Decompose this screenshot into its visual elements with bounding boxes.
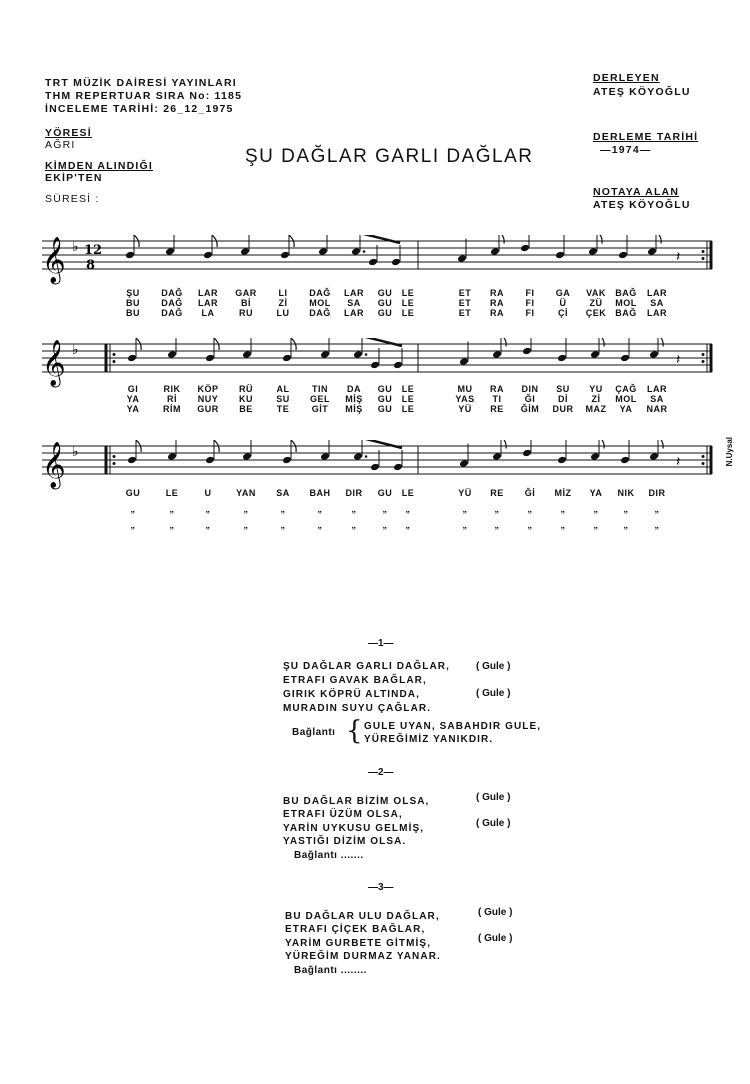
lyric-syllable: YA	[126, 404, 140, 414]
lyric-syllable: TE	[276, 404, 290, 414]
quarter-rest-icon: 𝄽	[676, 454, 681, 470]
lyric-syllable: „	[405, 520, 411, 530]
lyric-syllable: GU	[377, 298, 393, 308]
note-beam	[360, 235, 400, 243]
note-head	[492, 452, 502, 461]
lyric-syllable: „	[169, 504, 175, 514]
note-beam	[362, 440, 402, 448]
lyric-syllable: GU	[377, 384, 393, 394]
note-head	[370, 361, 380, 370]
verse-2-line-3: YARİN UYKUSU GELMİŞ,	[283, 823, 425, 834]
lyric-syllable: Ğİ	[524, 488, 536, 498]
note-head	[282, 354, 292, 363]
lyric-syllable: LAR	[198, 298, 218, 308]
lyric-syllable: DIR	[648, 488, 666, 498]
lyric-syllable: MU	[457, 384, 473, 394]
note-head	[242, 452, 252, 461]
lyric-syllable: RA	[490, 308, 504, 318]
lyric-syllable: LAR	[344, 308, 364, 318]
lyric-syllable: LAR	[647, 308, 667, 318]
note-flag	[597, 235, 602, 244]
region-value: AĞRI	[45, 139, 76, 151]
note-head	[649, 452, 659, 461]
lyric-syllable: YÜ	[458, 488, 472, 498]
repeat-dot	[702, 360, 705, 363]
note-head	[282, 456, 292, 465]
note-head	[320, 452, 330, 461]
lyric-syllable: „	[130, 504, 136, 514]
verse-1-line-1: ŞU DAĞLAR GARLI DAĞLAR,	[283, 661, 450, 672]
lyric-syllable: LU	[276, 308, 290, 318]
lyric-syllable: MİŞ	[345, 394, 363, 404]
lyric-syllable: RU	[239, 308, 253, 318]
lyric-syllable: NIK	[617, 488, 635, 498]
note-head	[205, 456, 215, 465]
lyric-syllable: SU	[276, 394, 290, 404]
lyric-syllable: RE	[490, 488, 504, 498]
lyric-syllable: ET	[458, 298, 472, 308]
lyric-syllable: „	[654, 520, 660, 530]
verse-2-line-2: ETRAFI ÜZÜM OLSA,	[283, 809, 403, 820]
note-flag	[599, 440, 604, 449]
lyric-syllable: „	[205, 504, 211, 514]
lyric-syllable: „	[623, 520, 629, 530]
note-head	[620, 456, 630, 465]
publisher-line: TRT MÜZİK DAİRESİ YAYINLARI	[45, 77, 237, 89]
note-beam	[362, 338, 402, 346]
lyric-syllable: SA	[276, 488, 290, 498]
lyric-syllable: YA	[619, 404, 633, 414]
note-flag	[499, 235, 504, 244]
lyric-syllable: FI	[525, 308, 535, 318]
verse-3-line-4: YÜREĞİM DURMAZ YANAR.	[285, 951, 441, 962]
lyric-syllable: „	[382, 520, 388, 530]
verse-2-number: —2—	[368, 767, 394, 778]
baglanti-label-2: Bağlantı .......	[294, 850, 364, 861]
note-head	[280, 251, 290, 260]
repeat-dot	[702, 257, 705, 260]
lyric-syllable: ÇAĞ	[615, 384, 637, 394]
note-head	[368, 258, 378, 267]
note-head	[590, 350, 600, 359]
lyric-syllable: GUR	[197, 404, 219, 414]
lyric-syllable: KU	[239, 394, 253, 404]
lyric-syllable: „	[654, 504, 660, 514]
lyric-syllable: Çİ	[558, 308, 568, 318]
lyric-syllable: RIK	[163, 384, 181, 394]
note-head	[588, 247, 598, 256]
lyric-syllable: LE	[401, 394, 415, 404]
baglanti-line-2: YÜREĞİMİZ YANIKDIR.	[364, 734, 494, 745]
dot	[365, 353, 368, 356]
lyric-syllable: GU	[377, 308, 393, 318]
lyric-syllable: YA	[126, 394, 140, 404]
note-head	[490, 247, 500, 256]
lyric-syllable: LE	[165, 488, 179, 498]
lyric-syllable: LE	[401, 298, 415, 308]
lyric-syllable: „	[280, 504, 286, 514]
time-signature-bottom: 8	[86, 258, 96, 273]
flat-sign-icon: ♭	[72, 342, 79, 358]
lyric-syllable: ĞI	[524, 394, 536, 404]
note-head	[203, 251, 213, 260]
lyric-syllable: LAR	[647, 288, 667, 298]
note-flag	[599, 338, 604, 347]
baglanti-label-3: Bağlantı ........	[294, 965, 367, 976]
repeat-dot	[702, 250, 705, 253]
lyric-syllable: MOL	[615, 394, 637, 404]
notation-label: NOTAYA ALAN	[593, 186, 680, 198]
lyric-syllable: YU	[589, 384, 603, 394]
lyric-syllable: SA	[650, 298, 664, 308]
lyric-syllable: GU	[125, 488, 141, 498]
lyric-syllable: KÖP	[197, 384, 219, 394]
lyric-syllable: RA	[490, 288, 504, 298]
lyric-syllable: GAR	[235, 288, 257, 298]
music-staff-3	[40, 440, 720, 490]
lyric-syllable: LAR	[344, 288, 364, 298]
note-head	[522, 347, 532, 356]
lyric-syllable: SA	[650, 394, 664, 404]
lyric-syllable: Dİ	[558, 394, 568, 404]
lyric-syllable: ET	[458, 288, 472, 298]
flat-sign-icon: ♭	[72, 239, 79, 255]
treble-clef-icon: 𝄞	[42, 237, 66, 283]
region-label: YÖRESİ	[45, 127, 92, 139]
flat-sign-icon: ♭	[72, 444, 79, 460]
compile-date-value: —1974—	[600, 144, 652, 156]
lyric-syllable: LE	[401, 288, 415, 298]
lyric-syllable: „	[169, 520, 175, 530]
lyric-syllable: DAĞ	[309, 308, 331, 318]
lyric-syllable: LE	[401, 384, 415, 394]
lyric-syllable: LA	[201, 308, 215, 318]
lyric-syllable: DUR	[552, 404, 574, 414]
note-head	[522, 449, 532, 458]
lyric-syllable: „	[351, 504, 357, 514]
note-head	[459, 459, 469, 468]
note-head	[353, 452, 363, 461]
lyric-syllable: DA	[347, 384, 361, 394]
lyric-syllable: U	[204, 488, 212, 498]
verse-3-gule-1: ( Gule )	[478, 907, 513, 918]
lyric-syllable: MOL	[615, 298, 637, 308]
lyric-syllable: VAK	[586, 288, 606, 298]
lyric-syllable: „	[527, 504, 533, 514]
note-head	[318, 247, 328, 256]
verse-1-line-2: ETRAFI GAVAK BAĞLAR,	[283, 675, 427, 686]
lyric-syllable: RA	[490, 384, 504, 394]
lyric-syllable: GU	[377, 288, 393, 298]
repeat-dot	[113, 360, 116, 363]
lyric-syllable: Ü	[559, 298, 567, 308]
note-head	[370, 463, 380, 472]
note-head	[649, 350, 659, 359]
lyric-syllable: ĞİM	[520, 404, 540, 414]
lyric-syllable: TI	[492, 394, 502, 404]
compile-date-label: DERLEME TARİHİ	[593, 131, 699, 143]
note-head	[127, 456, 137, 465]
lyric-syllable: Bİ	[241, 298, 251, 308]
note-head	[320, 350, 330, 359]
lyric-syllable: MİZ	[554, 488, 572, 498]
lyric-syllable: Rİ	[167, 394, 177, 404]
note-head	[205, 354, 215, 363]
lyric-syllable: NUY	[197, 394, 219, 404]
lyric-syllable: BAĞ	[615, 308, 637, 318]
lyric-syllable: GEL	[309, 394, 331, 404]
lyric-syllable: RE	[490, 404, 504, 414]
verse-1-gule-2: ( Gule )	[476, 688, 511, 699]
lyric-syllable: YAS	[455, 394, 475, 404]
repeat-dot	[113, 462, 116, 465]
arranger-signature: N.Uysal	[725, 437, 734, 467]
lyric-syllable: DIN	[521, 384, 539, 394]
note-head	[351, 247, 361, 256]
lyric-syllable: FI	[525, 288, 535, 298]
lyric-syllable: MOL	[309, 298, 331, 308]
lyric-syllable: DAĞ	[161, 298, 183, 308]
verse-3-line-2: ETRAFI ÇİÇEK BAĞLAR,	[285, 924, 426, 935]
lyric-syllable: YA	[589, 488, 603, 498]
lyric-syllable: ZÜ	[589, 298, 603, 308]
verse-3-number: —3—	[368, 882, 394, 893]
verse-1-line-4: MURADIN SUYU ÇAĞLAR.	[283, 703, 432, 714]
lyric-syllable: Zİ	[278, 298, 288, 308]
lyric-syllable: GU	[377, 488, 393, 498]
lyric-syllable: GİT	[311, 404, 329, 414]
note-head	[391, 258, 401, 267]
music-staff-1	[40, 235, 720, 285]
note-flag	[656, 235, 661, 244]
note-head	[393, 463, 403, 472]
note-flag	[658, 338, 663, 347]
lyric-syllable: „	[593, 520, 599, 530]
lyric-syllable: ÇEK	[585, 308, 607, 318]
lyric-syllable: „	[205, 520, 211, 530]
note-head	[353, 350, 363, 359]
lyric-syllable: „	[280, 520, 286, 530]
lyric-syllable: LAR	[647, 384, 667, 394]
lyric-syllable: Zİ	[591, 394, 601, 404]
lyric-syllable: „	[317, 520, 323, 530]
lyric-syllable: LE	[401, 488, 415, 498]
lyric-syllable: LAR	[198, 288, 218, 298]
verse-1-number: —1—	[368, 638, 394, 649]
lyric-syllable: GA	[555, 288, 571, 298]
lyric-syllable: „	[351, 520, 357, 530]
lyric-syllable: NAR	[646, 404, 668, 414]
lyric-syllable: AL	[276, 384, 290, 394]
lyric-syllable: BAH	[309, 488, 331, 498]
lyric-syllable: MAZ	[585, 404, 607, 414]
lyric-syllable: GI	[127, 384, 139, 394]
duration-label: SÜRESİ :	[45, 193, 100, 205]
verse-3-gule-2: ( Gule )	[478, 933, 513, 944]
lyric-syllable: SA	[347, 298, 361, 308]
note-flag	[658, 440, 663, 449]
repeat-dot	[702, 455, 705, 458]
note-head	[590, 452, 600, 461]
lyric-syllable: „	[130, 520, 136, 530]
lyric-syllable: BU	[126, 298, 140, 308]
notation-value: ATEŞ KÖYOĞLU	[593, 199, 691, 211]
lyric-syllable: MİŞ	[345, 404, 363, 414]
lyric-syllable: GU	[377, 404, 393, 414]
note-head	[555, 251, 565, 260]
lyric-syllable: DAĞ	[161, 308, 183, 318]
repertoire-number: THM REPERTUAR SIRA No: 1185	[45, 90, 243, 102]
music-staff-2	[40, 338, 720, 388]
lyric-syllable: RÜ	[239, 384, 253, 394]
repeat-dot	[702, 462, 705, 465]
lyric-syllable: „	[317, 504, 323, 514]
verse-3-line-1: BU DAĞLAR ULU DAĞLAR,	[285, 911, 440, 922]
lyric-syllable: DAĞ	[161, 288, 183, 298]
baglanti-label-1: Bağlantı	[292, 727, 336, 738]
lyric-syllable: DIR	[345, 488, 363, 498]
lyric-syllable: „	[494, 520, 500, 530]
lyric-syllable: BE	[239, 404, 253, 414]
note-head	[557, 456, 567, 465]
lyric-syllable: FI	[525, 298, 535, 308]
baglanti-line-1: GULE UYAN, SABAHDIR GULE,	[364, 721, 542, 732]
verse-2-line-1: BU DAĞLAR BİZİM OLSA,	[283, 796, 430, 807]
repeat-dot	[702, 353, 705, 356]
verse-1-gule-1: ( Gule )	[476, 661, 511, 672]
source-label: KİMDEN ALINDIĞI	[45, 160, 154, 172]
note-flag	[501, 338, 506, 347]
note-head	[618, 251, 628, 260]
dot	[363, 250, 366, 253]
lyric-syllable: LE	[401, 308, 415, 318]
lyric-syllable: YÜ	[458, 404, 472, 414]
note-head	[492, 350, 502, 359]
lyric-syllable: ŞU	[126, 288, 140, 298]
note-flag	[501, 440, 506, 449]
note-head	[167, 452, 177, 461]
lyric-syllable: „	[243, 504, 249, 514]
lyric-syllable: TIN	[312, 384, 328, 394]
treble-clef-icon: 𝄞	[42, 442, 66, 488]
lyric-syllable: LE	[401, 404, 415, 414]
note-head	[393, 361, 403, 370]
time-signature-top: 12	[84, 243, 103, 258]
lyric-syllable: „	[560, 520, 566, 530]
lyric-syllable: „	[527, 520, 533, 530]
note-head	[240, 247, 250, 256]
quarter-rest-icon: 𝄽	[676, 249, 681, 265]
note-head	[167, 350, 177, 359]
verse-2-gule-1: ( Gule )	[476, 792, 511, 803]
treble-clef-icon: 𝄞	[42, 340, 66, 386]
lyric-syllable: RİM	[163, 404, 181, 414]
verse-1-line-3: GIRIK KÖPRÜ ALTINDA,	[283, 689, 420, 700]
lyric-syllable: „	[243, 520, 249, 530]
note-head	[125, 251, 135, 260]
lyric-syllable: „	[560, 504, 566, 514]
note-head	[520, 244, 530, 253]
dot	[365, 455, 368, 458]
lyric-syllable: „	[382, 504, 388, 514]
lyric-syllable: SU	[556, 384, 570, 394]
lyric-syllable: „	[593, 504, 599, 514]
lyric-syllable: „	[462, 520, 468, 530]
compiler-value: ATEŞ KÖYOĞLU	[593, 86, 691, 98]
quarter-rest-icon: 𝄽	[676, 352, 681, 368]
review-date: İNCELEME TARİHİ: 26_12_1975	[45, 103, 234, 115]
repeat-dot	[113, 353, 116, 356]
lyric-syllable: „	[405, 504, 411, 514]
lyric-syllable: „	[462, 504, 468, 514]
verse-2-line-4: YASTIĞI DİZİM OLSA.	[283, 836, 407, 847]
baglanti-brace: {	[346, 716, 363, 746]
lyric-syllable: LI	[278, 288, 288, 298]
verse-3-line-3: YARİM GURBETE GİTMİŞ,	[285, 938, 432, 949]
song-title: ŞU DAĞLAR GARLI DAĞLAR	[245, 146, 534, 167]
lyric-syllable: BAĞ	[615, 288, 637, 298]
note-head	[457, 254, 467, 263]
lyric-syllable: BU	[126, 308, 140, 318]
repeat-dot	[113, 455, 116, 458]
lyric-syllable: ET	[458, 308, 472, 318]
compiler-label: DERLEYEN	[593, 72, 660, 84]
lyric-syllable: „	[623, 504, 629, 514]
verse-2-gule-2: ( Gule )	[476, 818, 511, 829]
note-head	[127, 354, 137, 363]
note-head	[165, 247, 175, 256]
lyric-syllable: YAN	[236, 488, 256, 498]
source-value: EKİP'TEN	[45, 172, 103, 184]
lyric-syllable: DAĞ	[309, 288, 331, 298]
note-head	[459, 357, 469, 366]
note-head	[620, 354, 630, 363]
note-head	[557, 354, 567, 363]
note-head	[242, 350, 252, 359]
lyric-syllable: GU	[377, 394, 393, 404]
lyric-syllable: „	[494, 504, 500, 514]
note-head	[647, 247, 657, 256]
lyric-syllable: RA	[490, 298, 504, 308]
